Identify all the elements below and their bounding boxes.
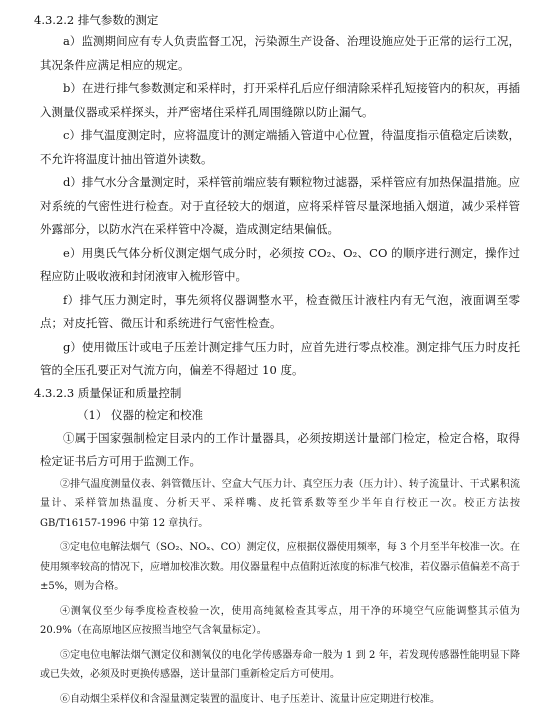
paragraph-e: e）用奥氏气体分析仪测定烟气成分时，必须按 CO₂、O₂、CO 的顺序进行测定，操作过程应防止吸收液和封闭液审入梳形管中。	[40, 242, 520, 289]
subsection-heading-instrument-calibration: （1） 仪器的检定和校准	[40, 403, 520, 427]
section-heading-4-3-2-3: 4.3.2.3 质量保证和质量控制	[34, 383, 520, 403]
paragraph-d: d）排气水分含量测定时，采样管前端应装有颗粒物过滤器，采样管应有加热保温措施。应对系统的气密性进行检查。对于直径较大的烟道，应将采样管尽量深地插入烟道，减少采样管外露部分，以防水汽在采样管中冷凝，造成测定结果偏低。	[40, 171, 520, 242]
paragraph-item-1: ①属于国家强制检定目录内的工作计量器具，必须按期送计量部门检定，检定合格，取得检定证书后方可用于监测工作。	[40, 427, 520, 474]
paragraph-g: g）使用微压计或电子压差计测定排气压力时，应首先进行零点校准。测定排气压力时皮托管的全压孔要正对气流方向，偏差不得超过 10 度。	[40, 336, 520, 383]
paragraph-f: f）排气压力测定时，事先须将仪器调整水平，检查微压计液柱内有无气泡，液面调至零点；对皮托管、微压计和系统进行气密性检查。	[40, 289, 520, 336]
paragraph-a: a）监测期间应有专人负责监督工况，污染源生产设备、治理设施应处于正常的运行工况，其况条件应满足相应的规定。	[40, 30, 520, 77]
section-heading-4-3-2-2: 4.3.2.2 排气参数的测定	[34, 10, 520, 30]
paragraph-item-3: ③定电位电解法烟气（SO₂、NOₓ、CO）测定仪，应根据仪器使用频率，每 3 个月至半年校准一次。在使用频率较高的情况下，应增加校准次数。用仪器量程中点值附近浓度的标准气校准，若仪器示值偏差不高于±5%，则为合格。	[40, 538, 520, 597]
paragraph-item-5: ⑤定电位电解法烟气测定仪和测氧仪的电化学传感器寿命一般为 1 到 2 年，若发现传感器性能明显下降或已失效，必须及时更换传感器，送计量部门重新检定后方可使用。	[40, 646, 520, 685]
paragraph-item-4: ④测氧仪至少每季度检查校验一次，使用高纯氮检查其零点，用干净的环境空气应能调整其示值为 20.9%（在高原地区应按照当地空气含氧量标定）。	[40, 602, 520, 641]
paragraph-item-2: ②排气温度测量仪表、斜管微压计、空盒大气压力计、真空压力表（压力计）、转子流量计、干式累积流量计、采样管加热温度、分析天平、采样嘴、皮托管系数等至少半年自行校正一次。校正方法按 GB/T16157-1996 中第 12 章执行。	[40, 475, 520, 534]
paragraph-c: c）排气温度测定时，应将温度计的测定端插入管道中心位置，待温度指示值稳定后读数，不允许将温度计抽出管道外读数。	[40, 124, 520, 171]
paragraph-item-6: ⑥自动烟尘采样仪和含湿量测定装置的温度计、电子压差计、流量计应定期进行校准。	[40, 690, 520, 709]
paragraph-b: b）在进行排气参数测定和采样时，打开采样孔后应仔细清除采样孔短接管内的积灰，再插入测量仪器或采样探头，并严密堵住采样孔周围缝隙以防止漏气。	[40, 77, 520, 124]
